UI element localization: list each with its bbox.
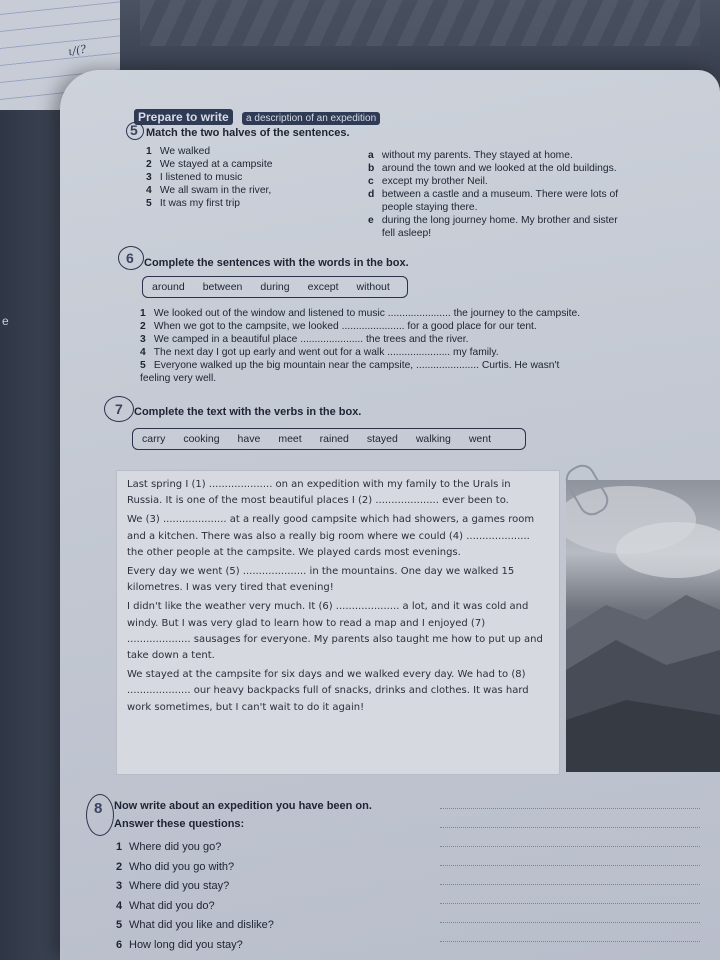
question-item: 5 What did you like and dislike?	[116, 919, 274, 931]
question-item: 1 Where did you go?	[116, 841, 222, 853]
text-paragraph: Last spring I (1) .................... on an expedition with my family to the Urals in Russia. It is one of the most beautiful places I (2) .................... ever been to.	[127, 479, 511, 507]
list-item: e during the long journey home. My brother and sister	[368, 215, 618, 226]
ex6-word-box	[142, 276, 408, 298]
text-paragraph: Every day we went (5) .................... in the mountains. One day we walked 15 kilometres. I was very tired that evening!	[127, 566, 515, 594]
ex6-number: 6	[126, 250, 134, 266]
list-item: a without my parents. They stayed at home.	[368, 150, 573, 161]
word-chip: stayed	[366, 433, 398, 445]
word-chip: without	[356, 281, 390, 293]
question-item: 2 Who did you go with?	[116, 860, 235, 873]
list-item: people staying there.	[381, 202, 478, 213]
writing-line[interactable]	[440, 865, 700, 866]
notebook-handwriting: ι/(?	[67, 42, 88, 59]
text-paragraph: We (3) .................... at a really good campsite which had showers, a games room and a kitchen. There was also a really big room where we could (4) .................... the other people at the campsite. We played cards most evenings.	[127, 514, 535, 558]
word-chip: rained	[319, 433, 349, 445]
text-paragraph: We stayed at the campsite for six days and we walked every day. We had to (8) .................... our heavy backpacks full of snacks, drinks and clothes. It was hard work sometimes, but I can't wait to do it again!	[127, 669, 529, 713]
writing-line[interactable]	[440, 808, 700, 809]
word-chip: went	[468, 433, 492, 445]
ex8-questions	[116, 838, 274, 955]
list-item: 1 We walked	[146, 146, 211, 157]
writing-line[interactable]	[440, 884, 700, 885]
ex7-word-box	[132, 428, 526, 450]
ex8-number: 8	[94, 800, 103, 817]
list-item: 3 I listened to music	[146, 172, 243, 183]
list-item: 4 We all swam in the river,	[146, 185, 272, 196]
question-item: 3 Where did you stay?	[116, 880, 230, 892]
header-subtitle: a description of an expedition	[242, 112, 380, 125]
ex5-number: 5	[130, 122, 138, 138]
word-chip: carry	[142, 433, 166, 445]
writing-line[interactable]	[440, 903, 700, 904]
question-item: 6 How long did you stay?	[116, 938, 243, 951]
question-item: 4 What did you do?	[116, 899, 215, 912]
list-item: 4 The next day I got up early and went out for a walk ...................... my family.	[140, 347, 499, 358]
section-header	[134, 110, 380, 124]
writing-line[interactable]	[440, 922, 700, 923]
list-item: 3 We camped in a beautiful place ...................... the trees and the river.	[140, 334, 469, 345]
ex7-number: 7	[115, 401, 123, 417]
word-chip: between	[202, 281, 243, 293]
word-chip: during	[260, 281, 290, 293]
header-title: Prepare to write	[134, 109, 233, 125]
ex7-title: Complete the text with the verbs in the box.	[134, 406, 362, 418]
writing-line[interactable]	[440, 827, 700, 828]
word-chip: around	[152, 281, 185, 293]
word-chip: meet	[278, 433, 302, 445]
ex5-title: Match the two halves of the sentences.	[146, 127, 350, 139]
ex8-subtitle: Answer these questions:	[114, 818, 245, 830]
list-item: feeling very well.	[140, 373, 217, 384]
text-paragraph: I didn't like the weather very much. It (6) .................... a lot, and it was cold and windy. But I was very glad to learn how to read a map and I enjoyed (7) .................... sausages for everyone. My parents also taught me how to put up and take down a tent.	[127, 601, 543, 662]
writing-line[interactable]	[440, 941, 700, 942]
margin-letter: e	[2, 314, 9, 328]
ex5-right-list	[368, 149, 618, 240]
word-chip: cooking	[183, 433, 220, 445]
list-item: 5 Everyone walked up the big mountain near the campsite, ...................... Curtis. He wasn't	[140, 360, 560, 371]
list-item: 2 We stayed at a campsite	[146, 159, 273, 170]
word-chip: walking	[415, 433, 451, 445]
list-item: 5 It was my first trip	[146, 198, 240, 209]
ex6-sentences	[140, 307, 580, 385]
list-item: c except my brother Neil.	[368, 176, 488, 187]
mountain-photo	[566, 480, 720, 772]
ex8-title: Now write about an expedition you have been on.	[114, 800, 372, 812]
ex6-title: Complete the sentences with the words in the box.	[144, 257, 409, 269]
ex5-left-list	[146, 145, 272, 210]
writing-line[interactable]	[440, 846, 700, 847]
expedition-text-box	[116, 470, 560, 775]
word-chip: except	[307, 281, 339, 293]
word-chip: have	[237, 433, 261, 445]
list-item: fell asleep!	[381, 228, 432, 239]
list-item: d between a castle and a museum. There were lots of	[368, 189, 619, 200]
workbook-page	[60, 70, 720, 960]
list-item: 1 We looked out of the window and listened to music ...................... the journey to the campsite.	[140, 308, 581, 319]
list-item: b around the town and we looked at the old buildings.	[368, 163, 617, 174]
list-item: 2 When we got to the campsite, we looked ...................... for a good place for our tent.	[140, 321, 537, 332]
mountain-illustration	[566, 480, 720, 772]
